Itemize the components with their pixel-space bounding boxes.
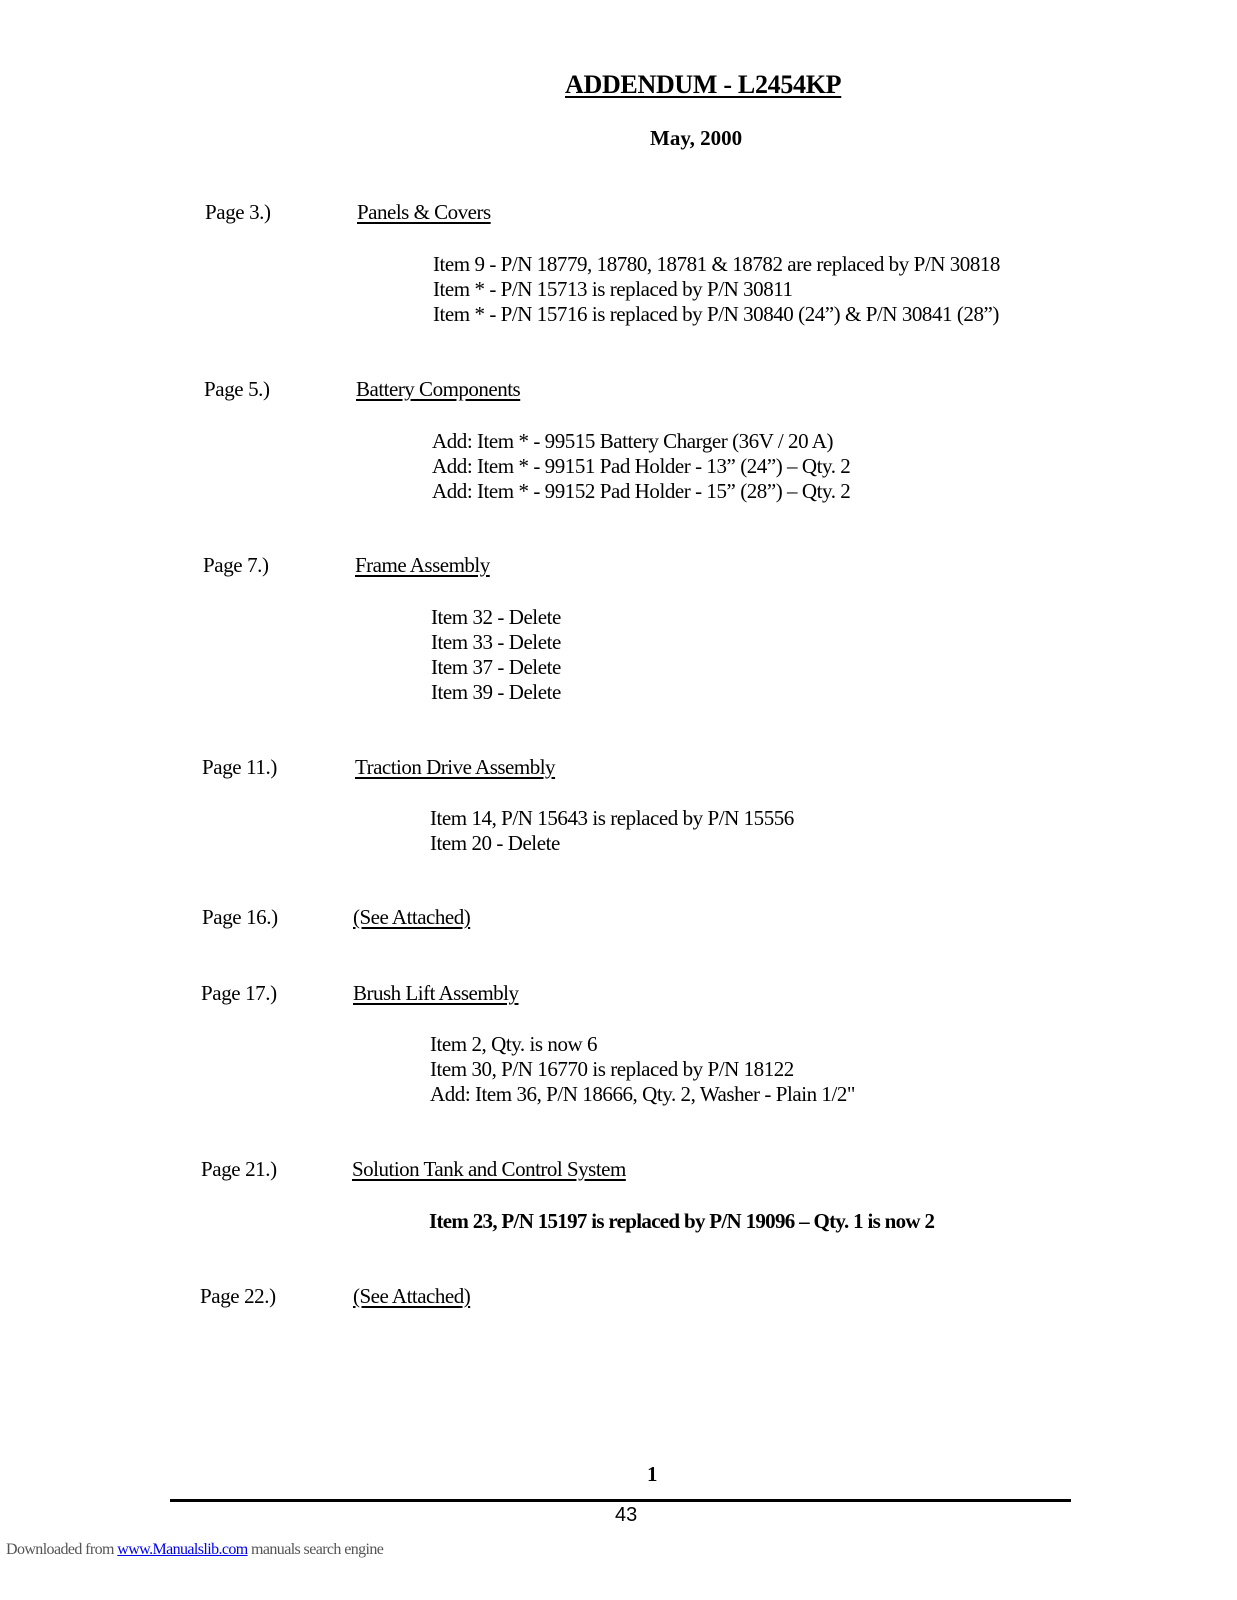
section-heading: (See Attached) (353, 905, 471, 929)
item-line: Item 32 - Delete (431, 605, 561, 629)
section-heading: Panels & Covers (357, 200, 491, 224)
section-heading: Traction Drive Assembly (355, 755, 556, 779)
page-label: Page 16.) (202, 905, 278, 929)
section-heading: Frame Assembly (355, 553, 490, 577)
document-title: ADDENDUM - L2454KP (565, 70, 842, 99)
page-label: Page 22.) (200, 1284, 276, 1308)
download-prefix: Downloaded from (6, 1541, 118, 1558)
item-line: Add: Item * - 99152 Pad Holder - 15” (28”) – Qty. 2 (432, 479, 851, 503)
item-line: Item 14, P/N 15643 is replaced by P/N 15556 (430, 806, 794, 830)
item-line: Add: Item * - 99515 Battery Charger (36V / 20 A) (432, 429, 834, 453)
manualslib-link[interactable]: www.Manualslib.com (117, 1541, 248, 1558)
item-line: Item * - P/N 15716 is replaced by P/N 30840 (24”) & P/N 30841 (28”) (433, 302, 999, 326)
item-line: Item 9 - P/N 18779, 18780, 18781 & 18782 are replaced by P/N 30818 (433, 252, 1000, 276)
section-heading: (See Attached) (353, 1284, 471, 1308)
download-footer (6, 1541, 383, 1559)
page-label: Page 11.) (202, 755, 277, 779)
manual-page-number: 43 (615, 1504, 638, 1526)
document-date: May, 2000 (650, 126, 743, 150)
page-label: Page 3.) (205, 200, 271, 224)
item-line: Item 33 - Delete (431, 630, 561, 654)
item-line: Item 39 - Delete (431, 680, 561, 704)
section-heading: Solution Tank and Control System (352, 1157, 626, 1181)
page-label: Page 5.) (204, 377, 270, 401)
item-line: Item 2, Qty. is now 6 (430, 1032, 598, 1056)
item-line: Item * - P/N 15713 is replaced by P/N 30811 (433, 277, 793, 301)
item-line: Item 37 - Delete (431, 655, 561, 679)
item-line: Item 20 - Delete (430, 831, 560, 855)
item-line: Add: Item 36, P/N 18666, Qty. 2, Washer - Plain 1/2" (430, 1082, 856, 1106)
page-label: Page 21.) (201, 1157, 277, 1181)
section-heading: Brush Lift Assembly (353, 981, 519, 1005)
item-line: Item 23, P/N 15197 is replaced by P/N 19096 – Qty. 1 is now 2 (429, 1209, 935, 1233)
page-number: 1 (647, 1462, 658, 1486)
section-heading: Battery Components (356, 377, 521, 401)
page-label: Page 7.) (203, 553, 269, 577)
footer-rule (170, 1499, 1071, 1502)
download-suffix: manuals search engine (247, 1541, 384, 1558)
item-line: Add: Item * - 99151 Pad Holder - 13” (24”) – Qty. 2 (432, 454, 851, 478)
item-line: Item 30, P/N 16770 is replaced by P/N 18122 (430, 1057, 794, 1081)
page-label: Page 17.) (201, 981, 277, 1005)
